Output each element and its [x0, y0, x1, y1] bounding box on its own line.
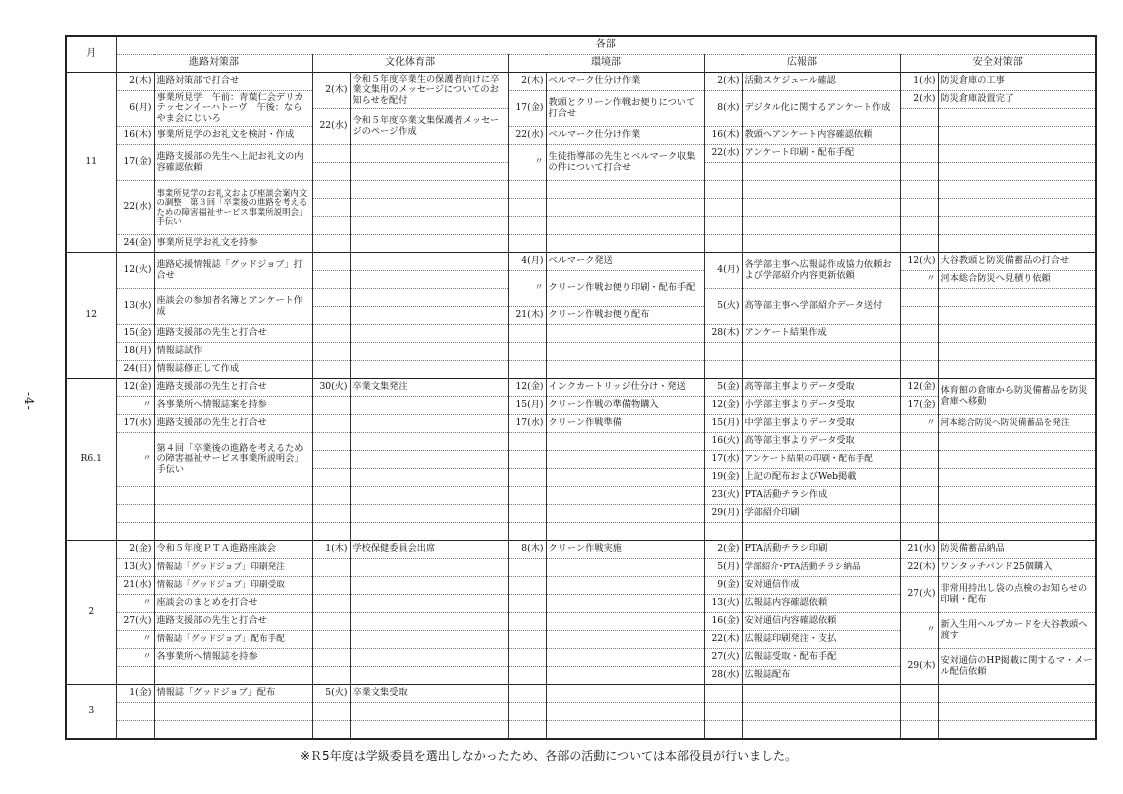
- cell-text: 非常用持出し袋の点検のお知らせの印刷・配布: [938, 577, 1096, 613]
- month-r6-1: R6.1: [66, 379, 116, 541]
- cell-text: 座談会のまとめを打合せ: [154, 595, 312, 613]
- cell-text: 情報誌「グッドジョブ」配布: [154, 685, 312, 703]
- cell-date: 6(月): [116, 91, 154, 127]
- cell-text: 情報誌試作: [154, 343, 312, 361]
- cell-date: 〃: [508, 271, 546, 307]
- cell-date: 2(水): [900, 91, 938, 109]
- cell-date: 5(火): [704, 289, 742, 325]
- cell-text: 座談会の参加者名簿とアンケート作成: [154, 289, 312, 325]
- cell-date: 2(木): [116, 73, 154, 91]
- cell-text: 各事業所へ情報誌案を持参: [154, 397, 312, 415]
- cell-date: 29(木): [900, 649, 938, 685]
- cell-text: 情報誌「グッドジョブ」印刷発注: [154, 559, 312, 577]
- cell-date: 17(水): [508, 415, 546, 433]
- cell-text: 学部紹介･PTA活動チラシ納品: [742, 559, 900, 577]
- cell-date: 17(金): [508, 91, 546, 127]
- cell-date: 28(水): [704, 667, 742, 685]
- cell-text: 防災倉庫の工事: [938, 73, 1096, 91]
- cell-date: 22(木): [704, 631, 742, 649]
- cell-date: 22(水): [704, 145, 742, 163]
- cell-date: 27(火): [900, 577, 938, 613]
- cell-text: 大谷教頭と防災備蓄品の打合せ: [938, 253, 1096, 271]
- cell-text: アンケート結果作成: [742, 325, 900, 343]
- cell-date: 23(火): [704, 487, 742, 505]
- month-3: 3: [66, 685, 116, 740]
- cell-text: 進路対策部で打合せ: [154, 73, 312, 91]
- cell-date: 15(月): [508, 397, 546, 415]
- cell-text: 令和５年度ＰＴＡ進路座談会: [154, 541, 312, 559]
- cell-date: 13(水): [116, 289, 154, 325]
- cell-text: ベルマーク発送: [546, 253, 704, 271]
- cell-text: 広報誌印刷発注・支払: [742, 631, 900, 649]
- month-12: 12: [66, 253, 116, 379]
- cell-text: 広報誌受取・配布手配: [742, 649, 900, 667]
- bu-header: 各部: [116, 36, 1096, 55]
- cell-text: PTA活動チラシ印刷: [742, 541, 900, 559]
- cell-text: 事業所見学お礼文を持参: [154, 235, 312, 253]
- cell-date: 15(金): [116, 325, 154, 343]
- cell-date: 2(金): [116, 541, 154, 559]
- cell-text: 活動スケジュール確認: [742, 73, 900, 91]
- dept-anzen: 安全対策部: [900, 55, 1096, 73]
- cell-date: 〃: [116, 649, 154, 667]
- cell-date: 12(金): [116, 379, 154, 397]
- cell-date: 15(月): [704, 415, 742, 433]
- cell-text: 安対通信作成: [742, 577, 900, 595]
- dept-kankyo: 環境部: [508, 55, 704, 73]
- cell-date: 4(月): [704, 253, 742, 289]
- cell-text: インクカートリッジ仕分け・発送: [546, 379, 704, 397]
- cell-text: クリーン作戦お便り配布: [546, 307, 704, 325]
- cell-date: 21(水): [900, 541, 938, 559]
- cell-date: 〃: [116, 397, 154, 415]
- cell-date: 17(金): [116, 145, 154, 181]
- cell-date: 24(日): [116, 361, 154, 379]
- cell-text: アンケート結果の印刷・配布手配: [742, 451, 900, 469]
- cell-text: 広報誌内容確認依頼: [742, 595, 900, 613]
- cell-text: 安対通信内容確認依頼: [742, 613, 900, 631]
- month-2: 2: [66, 541, 116, 685]
- cell-text: 進路支援部の先生と打合せ: [154, 613, 312, 631]
- cell-text: 進路支援部の先生へ上記お礼文の内容確認依頼: [154, 145, 312, 181]
- cell-date: 5(火): [312, 685, 350, 703]
- cell-date: 12(金): [508, 379, 546, 397]
- cell-date: 5(月): [704, 559, 742, 577]
- dept-shinro: 進路対策部: [116, 55, 312, 73]
- cell-text: アンケート印刷・配布手配: [742, 145, 900, 163]
- cell-text: 進路支援部の先生と打合せ: [154, 415, 312, 433]
- cell-text: 卒業文集受取: [350, 685, 508, 703]
- cell-date: 17(水): [704, 451, 742, 469]
- cell-text: 各学部主事へ広報誌作成協力依頼および学部紹介内容更新依頼: [742, 253, 900, 289]
- cell-text: 各事業所へ情報誌を持参: [154, 649, 312, 667]
- cell-text: 進路応援情報誌「グッドジョブ」打合せ: [154, 253, 312, 289]
- month-11: 11: [66, 73, 116, 253]
- cell-date: 〃: [900, 613, 938, 649]
- cell-date: 21(木): [508, 307, 546, 325]
- cell-date: 30(火): [312, 379, 350, 397]
- cell-date: 2(木): [312, 73, 350, 109]
- cell-text: 高等部主事へ学部紹介データ送付: [742, 289, 900, 325]
- dept-bunka: 文化体育部: [312, 55, 508, 73]
- cell-date: 12(火): [116, 253, 154, 289]
- cell-date: 16(木): [704, 127, 742, 145]
- cell-text: 教頭とクリーン作戦お便りについて打合せ: [546, 91, 704, 127]
- cell-date: 8(水): [704, 91, 742, 127]
- cell-text: 令和５年度卒業生の保護者向けに卒業文集用のメッセージについてのお知らせを配付: [350, 73, 508, 109]
- cell-date: 〃: [900, 271, 938, 289]
- cell-text: クリーン作戦の準備物購入: [546, 397, 704, 415]
- cell-text: 情報誌「グッドジョブ」印刷受取: [154, 577, 312, 595]
- cell-text: 情報誌修正して作成: [154, 361, 312, 379]
- cell-text: 事業所見学のお礼文を検討・作成: [154, 127, 312, 145]
- cell-date: 27(火): [704, 649, 742, 667]
- cell-text: 令和５年度卒業文集保護者メッセージのページ作成: [350, 109, 508, 145]
- cell-date: 2(金): [704, 541, 742, 559]
- cell-date: 16(木): [116, 127, 154, 145]
- cell-date: 〃: [900, 415, 938, 433]
- cell-date: 22(木): [900, 559, 938, 577]
- cell-text: 事業所見学 午前：青葉仁会デリカテッセンイーハトーヴ 午後：ならやま会にじいろ: [154, 91, 312, 127]
- cell-date: 21(水): [116, 577, 154, 595]
- cell-text: 学校保健委員会出席: [350, 541, 508, 559]
- cell-date: 16(火): [704, 433, 742, 451]
- cell-text: 広報誌配布: [742, 667, 900, 685]
- month-header: 月: [66, 36, 116, 73]
- cell-date: 1(木): [312, 541, 350, 559]
- cell-text: 情報誌「グッドジョブ」配布手配: [154, 631, 312, 649]
- cell-text: PTA活動チラシ作成: [742, 487, 900, 505]
- cell-text: 上記の配布およびWeb掲載: [742, 469, 900, 487]
- cell-date: 17(水): [116, 415, 154, 433]
- cell-text: 中学部主事よりデータ受取: [742, 415, 900, 433]
- cell-date: 22(水): [508, 127, 546, 145]
- cell-date: 17(金): [900, 397, 938, 415]
- cell-text: 学部紹介印刷: [742, 505, 900, 523]
- cell-date: 22(水): [312, 109, 350, 145]
- cell-date: 29(月): [704, 505, 742, 523]
- cell-text: 第４回「卒業後の進路を考えるための障害福祉サービス事業所説明会」手伝い: [154, 433, 312, 487]
- cell-text: 進路支援部の先生と打合せ: [154, 325, 312, 343]
- cell-date: 〃: [116, 433, 154, 487]
- cell-text: ワンタッチバンド25個購入: [938, 559, 1096, 577]
- cell-text: デジタル化に関するアンケート作成: [742, 91, 900, 127]
- cell-date: 13(火): [704, 595, 742, 613]
- cell-text: クリーン作戦実施: [546, 541, 704, 559]
- cell-date: 24(金): [116, 235, 154, 253]
- footnote: ※Ｒ5年度は学級委員を選出しなかったため、各部の活動については本部役員が行いました。: [300, 749, 797, 763]
- cell-date: 8(木): [508, 541, 546, 559]
- cell-text: 防災倉庫設置完了: [938, 91, 1096, 109]
- cell-date: 2(木): [704, 73, 742, 91]
- cell-date: 19(金): [704, 469, 742, 487]
- cell-text: 教頭へアンケート内容確認依頼: [742, 127, 900, 145]
- cell-date: 9(金): [704, 577, 742, 595]
- cell-text: 生徒指導部の先生とベルマーク収集の件について打合せ: [546, 145, 704, 181]
- cell-date: 4(月): [508, 253, 546, 271]
- cell-text: 体育館の倉庫から防災備蓄品を防災倉庫へ移動: [938, 379, 1096, 415]
- cell-date: 16(金): [704, 613, 742, 631]
- cell-text: 進路支援部の先生と打合せ: [154, 379, 312, 397]
- cell-date: 13(火): [116, 559, 154, 577]
- cell-text: 河本総合防災へ見積り依頼: [938, 271, 1096, 289]
- dept-koho: 広報部: [704, 55, 900, 73]
- cell-text: 高等部主事よりデータ受取: [742, 433, 900, 451]
- cell-date: 2(木): [508, 73, 546, 91]
- cell-date: 〃: [116, 595, 154, 613]
- cell-text: ベルマーク仕分け作業: [546, 73, 704, 91]
- cell-text: 事業所見学のお礼文および座談会案内文の調整 第３回「卒業後の進路を考えるための障害福祉サービス事業所説明会」手伝い: [154, 181, 312, 235]
- cell-text: クリーン作戦お便り印刷・配布手配: [546, 271, 704, 307]
- cell-date: 1(水): [900, 73, 938, 91]
- cell-text: クリーン作戦準備: [546, 415, 704, 433]
- cell-date: 27(火): [116, 613, 154, 631]
- cell-date: 1(金): [116, 685, 154, 703]
- schedule-table: [65, 35, 1097, 740]
- cell-date: 12(火): [900, 253, 938, 271]
- cell-date: 28(木): [704, 325, 742, 343]
- cell-date: 22(水): [116, 181, 154, 235]
- cell-text: 安対通信のHP掲載に関するマ・メール配信依頼: [938, 649, 1096, 685]
- cell-date: 18(月): [116, 343, 154, 361]
- cell-text: 小学部主事よりデータ受取: [742, 397, 900, 415]
- cell-date: 〃: [508, 145, 546, 181]
- cell-date: 5(金): [704, 379, 742, 397]
- cell-text: 新入生用ヘルプカードを大谷教頭へ渡す: [938, 613, 1096, 649]
- cell-date: 〃: [116, 631, 154, 649]
- cell-text: 卒業文集発注: [350, 379, 508, 397]
- cell-date: 12(金): [704, 397, 742, 415]
- cell-text: 防災備蓄品納品: [938, 541, 1096, 559]
- cell-date: 12(金): [900, 379, 938, 397]
- page-number: -4-: [22, 392, 36, 411]
- cell-text: 高等部主事よりデータ受取: [742, 379, 900, 397]
- cell-text: 河本総合防災へ防災備蓄品を発注: [938, 415, 1096, 433]
- cell-text: ベルマーク仕分け作業: [546, 127, 704, 145]
